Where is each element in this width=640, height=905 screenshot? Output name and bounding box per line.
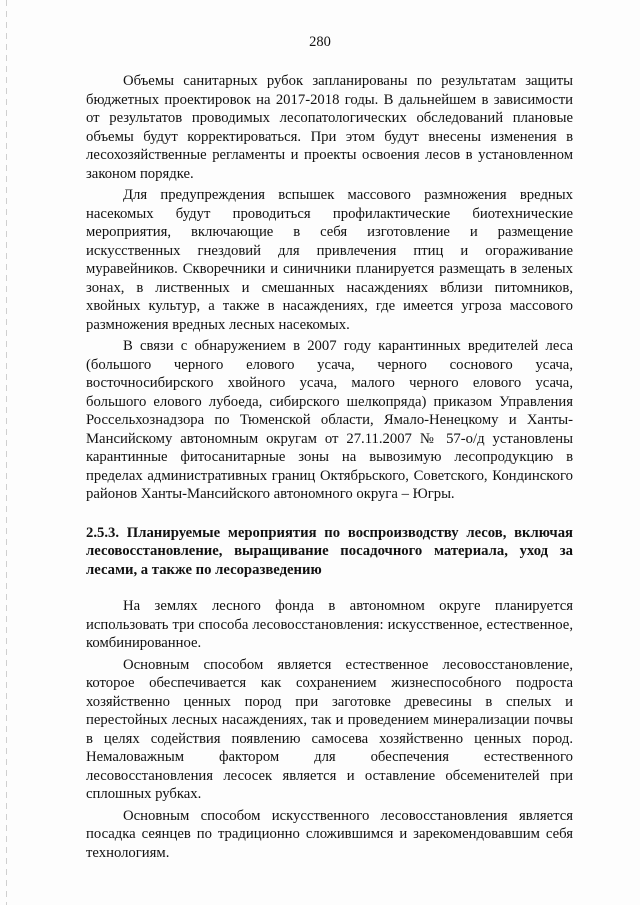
paragraph: Основным способом является естественное лесовосстановление, которое обеспечивается как сохранением жизнеспособного подроста хозяйственно ценных пород при заготовке древесины в спелых и перестойных лесных насаждениях, так и проведением минерализации почвы в целях содействия появлению самосева хозяйственно ценных пород. Немаловажным фактором для обеспечения естественного лесовосстановления лесосек является и оставление обсеменителей при сплошных рубках. <box>86 656 573 802</box>
paragraph: На землях лесного фонда в автономном округе планируется использовать три способа лесовосстановления: искусственное, естественное, комбинированное. <box>86 598 573 651</box>
paragraph: Основным способом искусственного лесовосстановления является посадка сеянцев по традиционно сложившимся и зарекомендовавшим себя технологиям. <box>86 807 573 861</box>
paragraph: Объемы санитарных рубок запланированы по результатам защиты бюджетных проектировок на 2017-2018 годы. В дальнейшем в зависимости от результатов проводимых лесопатологических обследований плановые объемы будут корректироваться. При этом будут внесены изменения в лесохозяйственные регламенты и проекты освоения лесов в установленном законом порядке. <box>86 73 573 182</box>
page-number: 280 <box>309 34 331 50</box>
page-body <box>86 72 573 865</box>
paragraph: В связи с обнаружением в 2007 году карантинных вредителей леса (большого черного елового усача, черного соснового усача, восточносибирского хвойного усача, малого черного елового усача, большого елового лубоеда, сибирского шелкопряда) приказом Управления Россельхознадзора по Тюменской области, Ямало-Ненецкому и Ханты-Мансийскому автономным округам от 27.11.2007 № 57-о/д установлены карантинные фитосанитарные зоны на вывозимую лесопродукцию в пределах административных границ Октябрьского, Советского, Кондинского районов Ханты-Мансийского автономного округа – Югры. <box>86 338 573 502</box>
scan-edge <box>6 0 7 905</box>
paragraph: Для предупреждения вспышек массового размножения вредных насекомых будут проводиться профилактические биотехнические мероприятия, включающие в себя изготовление и размещение искусственных гнездовий для привлечения птиц и огораживание муравейников. Скворечники и синичники планируется размещать в зеленых зонах, в лиственных и смешанных насаждениях вблизи питомников, хвойных культур, а также в насаждениях, где имеется угроза массового размножения вредных лесных насекомых. <box>86 187 573 333</box>
section-heading: 2.5.3. Планируемые мероприятия по воспроизводству лесов, включая лесовосстановление, выращивание посадочного материала, уход за лесами, а также по лесоразведению <box>86 524 573 578</box>
